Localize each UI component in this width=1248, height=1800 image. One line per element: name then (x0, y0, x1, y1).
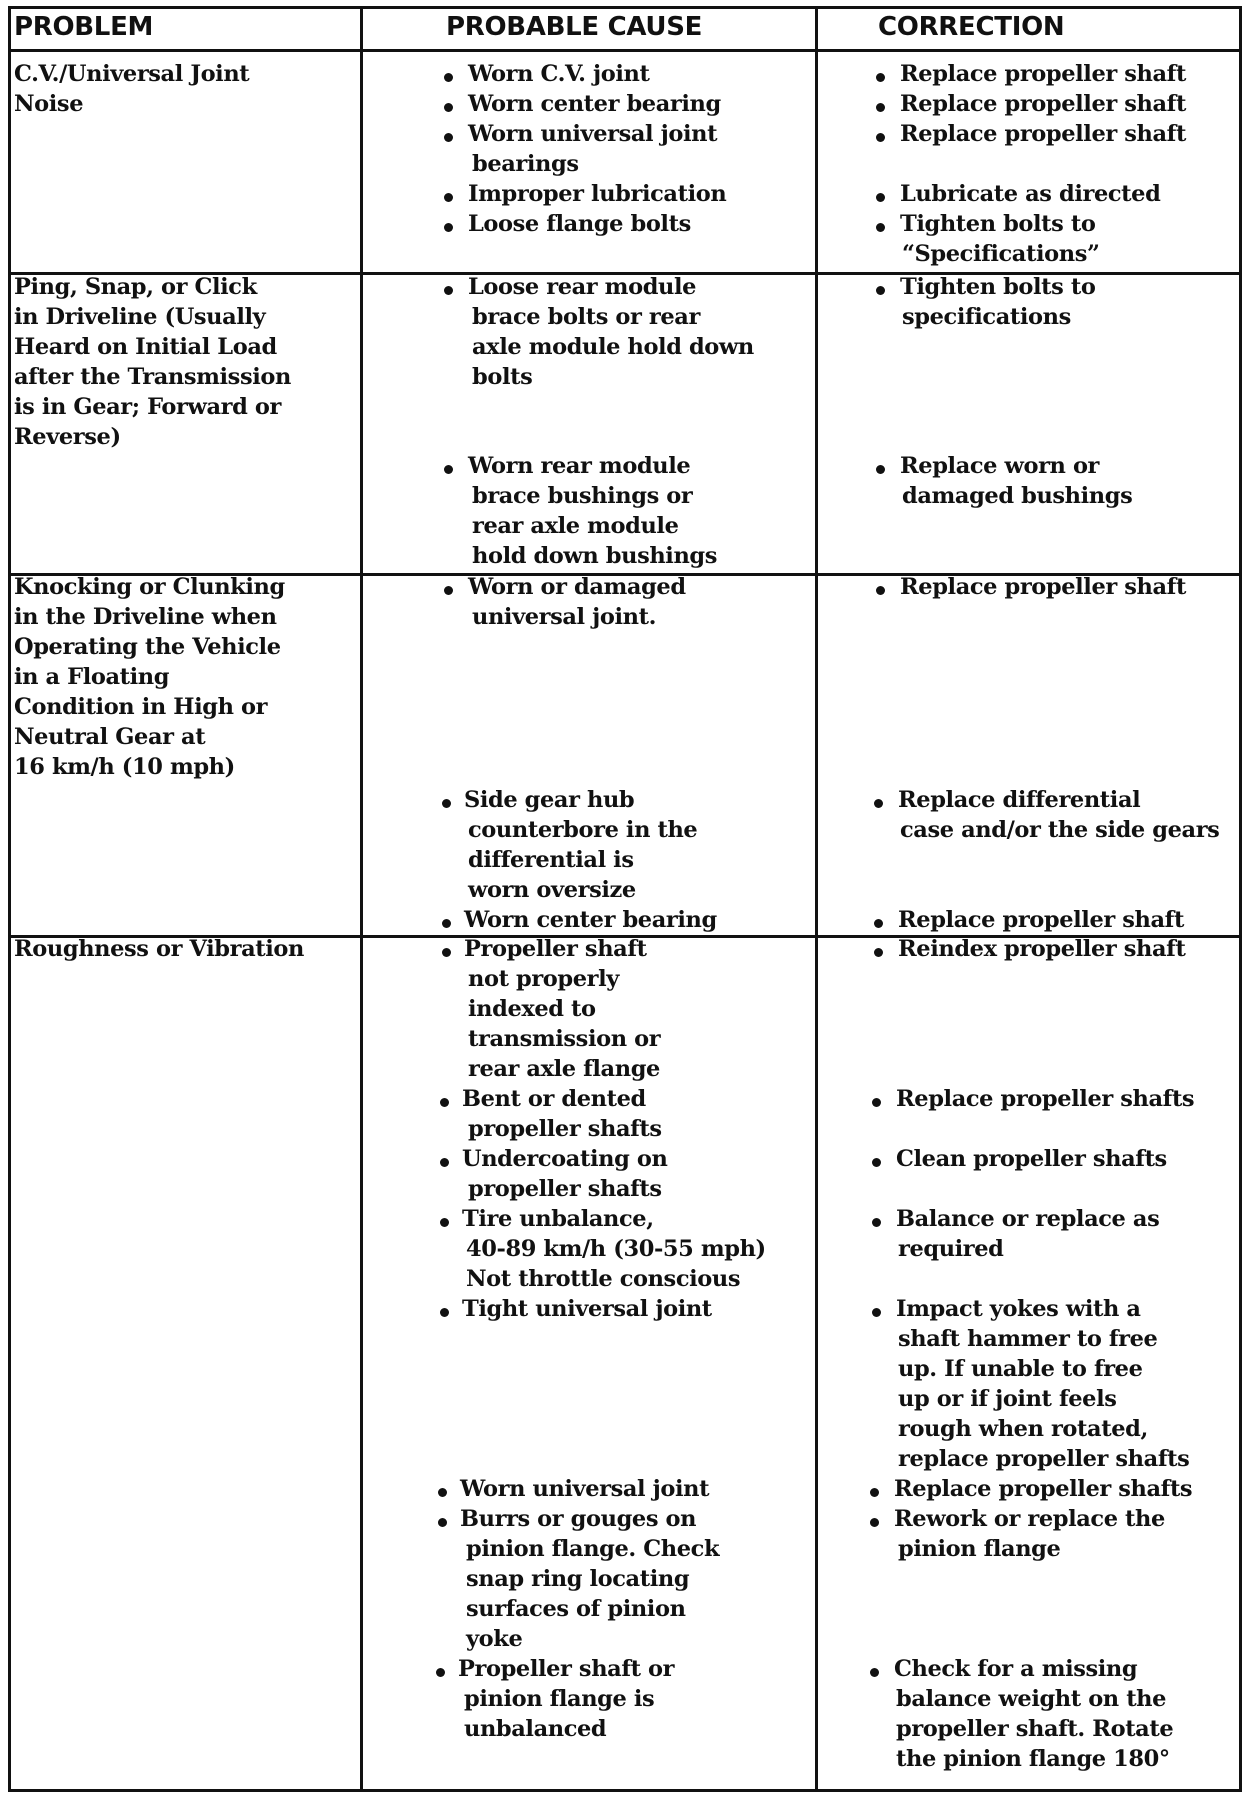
bullet-icon (440, 1158, 449, 1167)
cause-line: brace bushings or (472, 483, 693, 509)
correction-line: Clean propeller shafts (896, 1146, 1167, 1172)
problem-line: Noise (14, 91, 84, 117)
bullet-icon (444, 286, 453, 295)
correction-line: Replace propeller shaft (900, 121, 1186, 147)
bullet-icon (870, 1518, 879, 1527)
cause-line: Tight universal joint (462, 1296, 712, 1322)
cause-line: Worn universal joint (460, 1476, 710, 1502)
cause-line: worn oversize (468, 877, 636, 903)
cause-line: Not throttle conscious (466, 1266, 741, 1292)
cause-line: axle module hold down (472, 334, 754, 360)
bullet-icon (440, 1218, 449, 1227)
bullet-icon (876, 193, 885, 202)
bullet-icon (872, 1218, 881, 1227)
correction-line: Replace differential (898, 787, 1141, 813)
correction-line: pinion flange (898, 1536, 1061, 1562)
problem-line: 16 km/h (10 mph) (14, 754, 235, 780)
correction-line: Lubricate as directed (900, 181, 1161, 207)
cause-line: Worn universal joint (468, 121, 718, 147)
correction-line: case and/or the side gears (900, 817, 1220, 843)
table-border-top (8, 6, 1242, 9)
bullet-icon (444, 73, 453, 82)
correction-line: balance weight on the (896, 1686, 1167, 1712)
correction-line: specifications (902, 304, 1071, 330)
cause-line: Undercoating on (462, 1146, 668, 1172)
cause-line: Worn or damaged (468, 574, 686, 600)
cause-line: yoke (466, 1626, 523, 1652)
table-border-right (1239, 6, 1242, 1792)
bullet-icon (442, 799, 451, 808)
cause-line: Loose flange bolts (468, 211, 691, 237)
bullet-icon (438, 1518, 447, 1527)
problem-line: Roughness or Vibration (14, 936, 304, 962)
bullet-icon (876, 223, 885, 232)
bullet-icon (436, 1668, 445, 1677)
table-border-bottom (8, 1789, 1242, 1792)
problem-line: Heard on Initial Load (14, 334, 277, 360)
correction-line: Reindex propeller shaft (898, 936, 1186, 962)
cause-line: Side gear hub (464, 787, 635, 813)
cause-line: unbalanced (464, 1716, 607, 1742)
problem-line: is in Gear; Forward or (14, 394, 281, 420)
cause-line: Burrs or gouges on (460, 1506, 697, 1532)
header-separator (8, 49, 1242, 52)
bullet-icon (876, 586, 885, 595)
cause-line: counterbore in the (468, 817, 698, 843)
cause-line: Improper lubrication (468, 181, 727, 207)
bullet-icon (874, 948, 883, 957)
bullet-icon (872, 1308, 881, 1317)
column-separator-1 (360, 6, 363, 1792)
cause-line: bearings (472, 151, 579, 177)
correction-line: Replace propeller shaft (900, 574, 1186, 600)
correction-line: Replace propeller shaft (900, 91, 1186, 117)
bullet-icon (872, 1158, 881, 1167)
cause-line: propeller shafts (468, 1176, 662, 1202)
correction-line: Replace propeller shaft (898, 907, 1184, 933)
bullet-icon (876, 286, 885, 295)
correction-line: up. If unable to free (898, 1356, 1143, 1382)
bullet-icon (440, 1308, 449, 1317)
cause-line: Propeller shaft (464, 936, 647, 962)
bullet-icon (444, 103, 453, 112)
cause-line: Worn center bearing (468, 91, 721, 117)
bullet-icon (874, 799, 883, 808)
cause-line: rear axle flange (468, 1056, 660, 1082)
problem-line: Reverse) (14, 424, 121, 450)
correction-line: Impact yokes with a (896, 1296, 1141, 1322)
correction-line: required (898, 1236, 1004, 1262)
bullet-icon (444, 223, 453, 232)
problem-line: C.V./Universal Joint (14, 61, 250, 87)
cause-line: snap ring locating (466, 1566, 690, 1592)
correction-line: Check for a missing (894, 1656, 1138, 1682)
correction-line: shaft hammer to free (898, 1326, 1158, 1352)
cause-line: pinion flange. Check (466, 1536, 720, 1562)
correction-line: Balance or replace as (896, 1206, 1160, 1232)
correction-line: replace propeller shafts (898, 1446, 1190, 1472)
header-correction: CORRECTION (878, 12, 1065, 42)
cause-line: pinion flange is (464, 1686, 655, 1712)
bullet-icon (438, 1488, 447, 1497)
cause-line: brace bolts or rear (472, 304, 700, 330)
bullet-icon (872, 1098, 881, 1107)
cause-line: 40-89 km/h (30-55 mph) (466, 1236, 766, 1262)
correction-line: “Specifications” (902, 241, 1100, 267)
bullet-icon (444, 193, 453, 202)
correction-line: Replace propeller shaft (900, 61, 1186, 87)
problem-line: Condition in High or (14, 694, 268, 720)
bullet-icon (876, 73, 885, 82)
correction-line: Replace worn or (900, 453, 1100, 479)
problem-line: Neutral Gear at (14, 724, 206, 750)
cause-line: Propeller shaft or (458, 1656, 675, 1682)
column-separator-2 (815, 6, 818, 1792)
cause-line: Worn rear module (468, 453, 691, 479)
correction-line: propeller shaft. Rotate (896, 1716, 1174, 1742)
correction-line: Tighten bolts to (900, 211, 1096, 237)
bullet-icon (876, 103, 885, 112)
problem-line: in the Driveline when (14, 604, 277, 630)
correction-line: Rework or replace the (894, 1506, 1165, 1532)
bullet-icon (874, 919, 883, 928)
cause-line: hold down bushings (472, 543, 718, 569)
cause-line: differential is (468, 847, 634, 873)
problem-line: Operating the Vehicle (14, 634, 281, 660)
cause-line: Bent or dented (462, 1086, 646, 1112)
cause-line: indexed to (468, 996, 596, 1022)
cause-line: universal joint. (472, 604, 657, 630)
correction-line: up or if joint feels (898, 1386, 1117, 1412)
problem-line: after the Transmission (14, 364, 291, 390)
header-problem: PROBLEM (14, 12, 154, 42)
cause-line: Tire unbalance, (462, 1206, 654, 1232)
correction-line: Replace propeller shafts (894, 1476, 1193, 1502)
cause-line: Worn center bearing (464, 907, 717, 933)
correction-line: Tighten bolts to (900, 274, 1096, 300)
problem-line: in a Floating (14, 664, 170, 690)
cause-line: transmission or (468, 1026, 661, 1052)
bullet-icon (444, 465, 453, 474)
bullet-icon (444, 133, 453, 142)
cause-line: not properly (468, 966, 619, 992)
bullet-icon (442, 948, 451, 957)
correction-line: rough when rotated, (898, 1416, 1148, 1442)
problem-line: Knocking or Clunking (14, 574, 285, 600)
cause-line: propeller shafts (468, 1116, 662, 1142)
correction-line: damaged bushings (902, 483, 1133, 509)
bullet-icon (870, 1488, 879, 1497)
correction-line: Replace propeller shafts (896, 1086, 1195, 1112)
cause-line: Loose rear module (468, 274, 697, 300)
header-probable-cause: PROBABLE CAUSE (446, 12, 703, 42)
problem-line: Ping, Snap, or Click (14, 274, 257, 300)
cause-line: surfaces of pinion (466, 1596, 686, 1622)
correction-line: the pinion flange 180° (896, 1746, 1170, 1772)
table-border-left (8, 6, 11, 1792)
bullet-icon (870, 1668, 879, 1677)
problem-line: in Driveline (Usually (14, 304, 266, 330)
cause-line: rear axle module (472, 513, 679, 539)
bullet-icon (876, 133, 885, 142)
cause-line: bolts (472, 364, 533, 390)
bullet-icon (876, 465, 885, 474)
bullet-icon (444, 586, 453, 595)
cause-line: Worn C.V. joint (468, 61, 650, 87)
bullet-icon (442, 919, 451, 928)
bullet-icon (440, 1098, 449, 1107)
